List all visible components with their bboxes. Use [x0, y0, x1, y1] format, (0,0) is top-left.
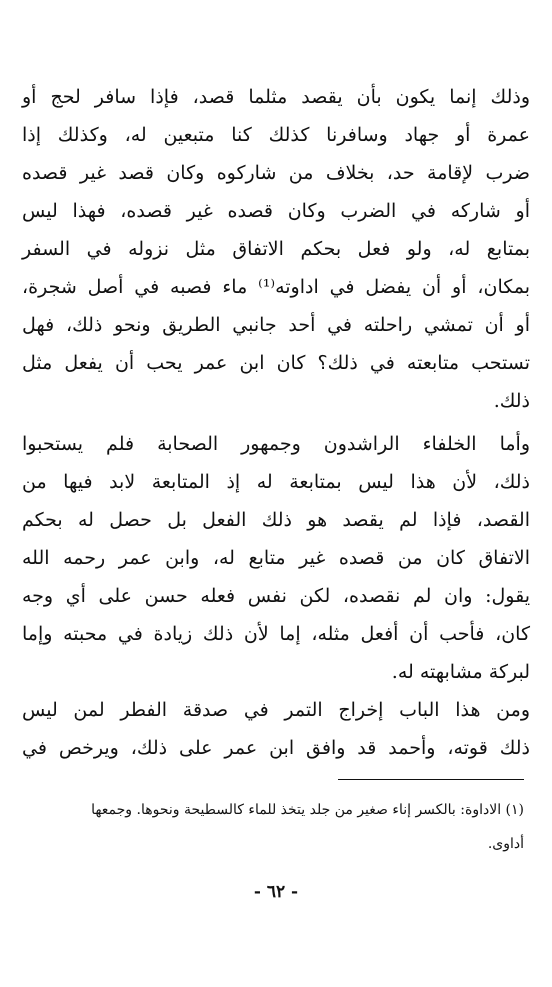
paragraph-3	[22, 691, 530, 767]
page-number: - ٦٢ -	[253, 882, 299, 902]
paragraph-2	[22, 425, 530, 691]
text-line: بمكان، أو أن يفضل في اداوته⁽¹⁾ ماء فصبه في أصل شجرة،	[22, 276, 531, 298]
text-line: ومن هذا الباب إخراج التمر في صدقة الفطر لمن ليس	[22, 699, 530, 721]
text-line: أو أن تمشي راحلته في أحد جانبي الطريق ونحو ذلك، فهل	[22, 314, 530, 336]
paragraph-1	[22, 78, 530, 420]
text-line: ذلك قوته، وأحمد قد وافق ابن عمر على ذلك، ويرخص في	[22, 737, 530, 759]
text-line: الاتفاق كان من قصده غير متابع له، وابن عمر رحمه الله	[22, 547, 530, 569]
text-line: القصد، فإذا لم يقصد هو ذلك الفعل بل حصل له بحكم	[22, 509, 530, 531]
text-line: أو شاركه في الضرب وكان قصده غير قصده، فهذا ليس	[22, 200, 530, 222]
text-line: ذلك.	[493, 390, 530, 412]
text-line: تستحب متابعته في ذلك؟ كان ابن عمر يحب أن يفعل مثل	[22, 352, 530, 374]
text-line: بمتابع له، ولو فعل بحكم الاتفاق مثل نزوله في السفر	[22, 238, 530, 260]
text-line: كان، فأحب أن أفعل مثله، إما لأن ذلك زيادة في محبته وإما	[22, 623, 530, 645]
text-line: وذلك إنما يكون بأن يقصد مثلما قصد، فإذا سافر لحج أو	[22, 86, 530, 108]
text-line: ضرب لإقامة حد، بخلاف من شاركوه وكان قصد غير قصده	[22, 162, 530, 184]
footnote	[28, 793, 524, 861]
footnote-line: (١) الاداوة: بالكسر إناء صغير من جلد يتخذ للماء كالسطيحة ونحوها. وجمعها	[91, 802, 524, 818]
footnote-separator	[338, 779, 524, 780]
text-line: يقول: وان لم نقصده، لكن نفس فعله حسن على أي وجه	[22, 585, 530, 607]
text-line: لبركة مشابهته له.	[391, 661, 530, 683]
text-line: وأما الخلفاء الراشدون وجمهور الصحابة فلم يستحبوا	[22, 433, 530, 455]
footnote-line: أداوى.	[487, 836, 524, 852]
text-line: عمرة أو جهاد وسافرنا كذلك كنا متبعين له، وكذلك إذا	[22, 124, 530, 146]
text-line: ذلك، لأن هذا ليس بمتابعة له إذ المتابعة لابد فيها من	[22, 471, 530, 493]
